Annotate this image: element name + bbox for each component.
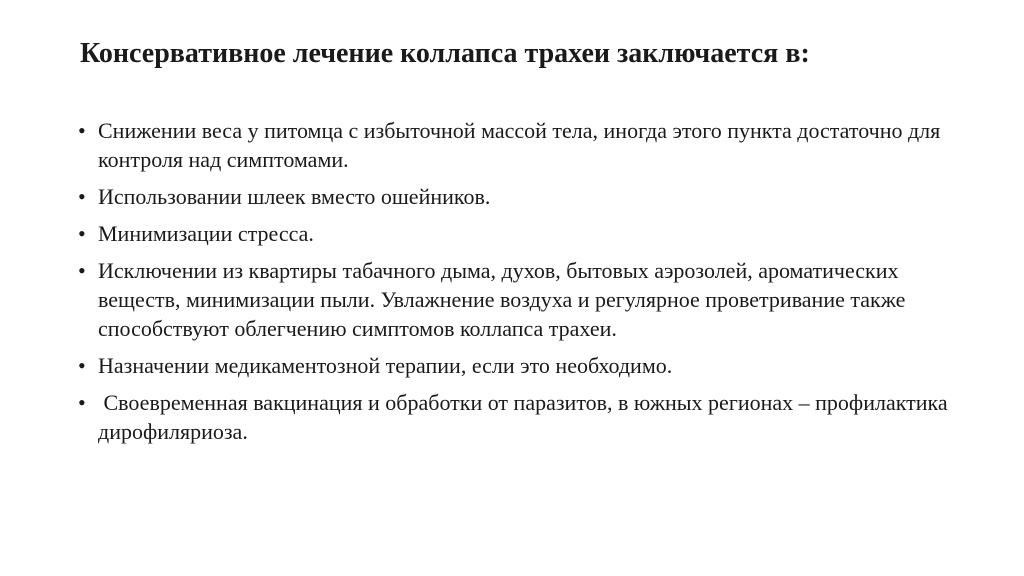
bullet-item bbox=[78, 351, 958, 380]
bullet-item bbox=[78, 256, 958, 343]
bullet-item bbox=[78, 182, 958, 211]
bullet-dot-icon: • bbox=[78, 390, 86, 415]
bullet-text: Минимизации стресса. bbox=[98, 221, 314, 246]
bullet-text: Исключении из квартиры табачного дыма, духов, бытовых аэрозолей, ароматических веществ, минимизации пыли. Увлажнение воздуха и регулярное проветривание также способствуют облегчению симптомов коллапса трахеи. bbox=[98, 258, 911, 341]
bullet-text: Своевременная вакцинация и обработки от паразитов, в южных регионах – профилактика дирофиляриоза. bbox=[98, 390, 954, 444]
bullet-item bbox=[78, 116, 958, 174]
bullet-dot-icon: • bbox=[78, 118, 86, 143]
slide-title: Консервативное лечение коллапса трахеи заключается в: bbox=[80, 38, 810, 69]
bullet-dot-icon: • bbox=[78, 353, 86, 378]
bullet-dot-icon: • bbox=[78, 221, 86, 246]
bullet-text: Назначении медикаментозной терапии, если это необходимо. bbox=[98, 353, 673, 378]
bullet-list bbox=[78, 116, 958, 454]
bullet-dot-icon: • bbox=[78, 258, 86, 283]
bullet-text: Использовании шлеек вместо ошейников. bbox=[98, 184, 491, 209]
bullet-item bbox=[78, 388, 958, 446]
bullet-dot-icon: • bbox=[78, 184, 86, 209]
bullet-item bbox=[78, 219, 958, 248]
bullet-text: Снижении веса у питомца с избыточной массой тела, иногда этого пункта достаточно для контроля над симптомами. bbox=[98, 118, 946, 172]
